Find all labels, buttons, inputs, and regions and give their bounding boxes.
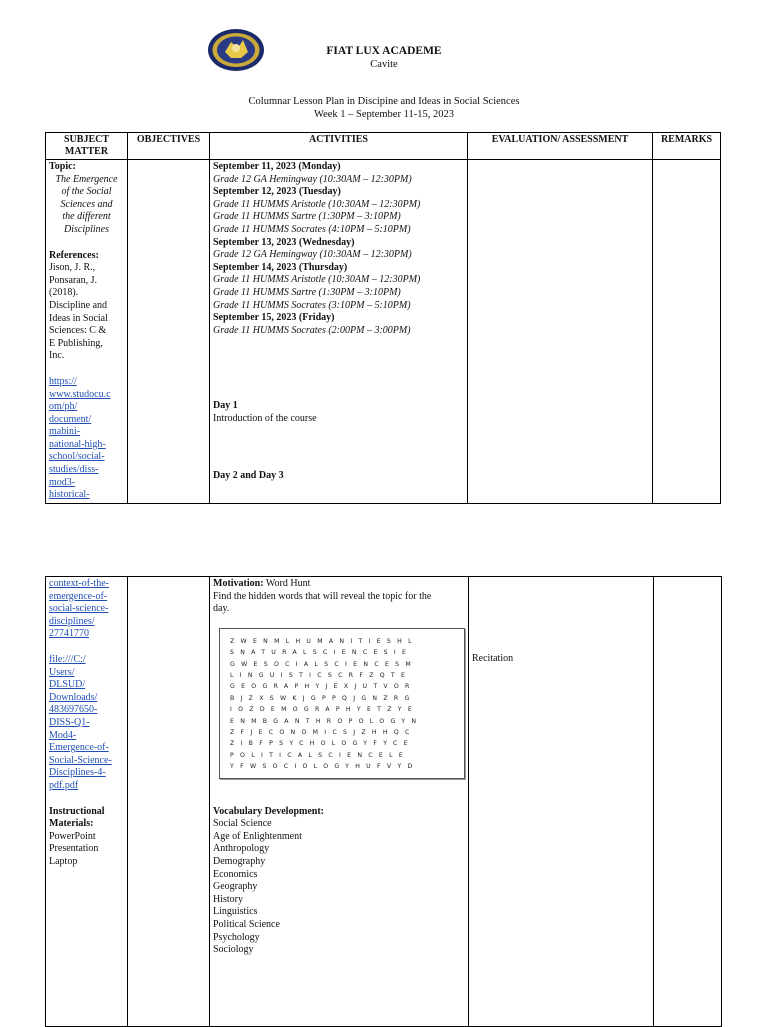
remarks-cell-cont [654,577,722,1027]
motivation-text: Find the hidden words that will reveal the topic for the day. [213,590,432,615]
schedule-day: September 13, 2023 (Wednesday) [213,236,355,248]
word-search-row: ZWENMLHUMANITIESHL [230,637,418,645]
word-search-row: ZFJECONOMICSJZHHQC [230,729,416,737]
vocab-item: Economics [213,868,258,880]
vocab-item: Geography [213,881,258,893]
day1-label: Day 1 [213,400,238,412]
file-link[interactable]: file:///C:/ Users/ DLSUD/ Downloads/ 483697650- DISS-Q1- Mod4- Emergence-of- Social-Science- Disciplines-4- pdf.pdf [49,653,112,791]
word-search-row: ZIBFPSYCHOLOGYFYCE [230,740,414,748]
word-search-row: SNATURALSCIENCESIE [230,649,413,657]
word-search-row: LINGUISTICSCRFZQTE [230,672,412,679]
vocab-item: Age of Enlightenment [213,830,302,842]
objectives-cell-cont [128,577,210,1027]
schedule-day: September 11, 2023 (Monday) [213,161,341,172]
materials-label: Instructional Materials: [49,805,105,830]
vocab-list [213,818,465,957]
schedule-session: Grade 11 HUMMS Socrates (2:00PM – 3:00PM) [213,324,411,336]
studocu-link-cont[interactable]: context-of-the- emergence-of- social-science- disciplines/ 27741770 [49,578,109,640]
vocab-item: Social Science [213,818,272,830]
references-label: References: [49,249,99,261]
word-search-row: GEOGRAPHYJEXJUTVOR [230,683,416,691]
day1-text: Introduction of the course [213,412,317,424]
vocab-item: History [213,893,243,905]
lesson-plan-table-part1 [45,132,721,504]
vocab-item: Anthropology [213,843,270,855]
motivation-heading: Motivation: Word Hunt [213,578,311,589]
materials-list: PowerPoint Presentation Laptop [49,830,99,867]
word-search-row: YFWSOCIOLOGYHUFVYD [230,763,419,771]
vocab-item: Sociology [213,944,254,956]
topic-text: The Emergence of the Social Sciences and the different Disciplines [55,173,118,235]
topic-label: Topic: [49,161,76,172]
col-evaluation: EVALUATION/ ASSESSMENT [468,133,653,160]
day23-label: Day 2 and Day 3 [213,469,284,481]
vocab-item: Psychology [213,931,260,943]
vocab-item: Demography [213,856,266,868]
schedule-day: September 15, 2023 (Friday) [213,312,335,324]
subject-matter-cell [46,160,128,504]
col-subject-matter: SUBJECT MATTER [46,133,128,160]
schedule-session: Grade 11 HUMMS Sartre (1:30PM – 3:10PM) [213,211,401,223]
word-search-row: GWESOCIALSCIENCESM [230,660,417,668]
schedule-session: Grade 11 HUMMS Sartre (1:30PM – 3:10PM) [213,286,401,298]
subject-matter-cell-cont [46,577,128,1027]
reference-text: Jison, J. R., Ponsaran, J. (2018). Discipline and Ideas in Social Sciences: C & E Publishing, Inc. [49,262,108,362]
col-objectives: OBJECTIVES [128,133,210,160]
activities-cell [210,160,468,504]
studocu-link[interactable]: https:// www.studocu.c om/ph/ document/ mabini- national-high- school/social- studies/diss- mod3- historical- [49,375,111,501]
objectives-cell [128,160,210,504]
word-search-row: POLITICALSCIENCELE [230,751,410,759]
evaluation-cell-cont [469,577,654,1027]
evaluation-cell [468,160,653,504]
schedule-day: September 14, 2023 (Thursday) [213,261,348,273]
word-search-puzzle [219,628,465,779]
vocab-label: Vocabulary Development: [213,805,325,817]
lesson-plan-table-part2 [45,576,722,1027]
schedule-session: Grade 11 HUMMS Socrates (3:10PM – 5:10PM) [213,299,411,311]
schedule-session: Grade 11 HUMMS Socrates (4:10PM – 5:10PM) [213,223,411,235]
school-location: Cavite [370,59,398,70]
col-activities: ACTIVITIES [210,133,468,160]
word-search-row: BJZXSWKJGPPQJGNZRG [230,694,416,702]
remarks-cell [653,160,721,504]
word-search-row: ENMBGANTHROPOLOGYN [230,717,423,725]
evaluation-text: Recitation [472,653,514,664]
col-remarks: REMARKS [653,133,721,160]
vocab-item: Linguistics [213,906,258,918]
schedule-session: Grade 12 GA Hemingway (10:30AM – 12:30PM) [213,249,412,261]
plan-week: Week 1 – September 11-15, 2023 [314,109,454,120]
vocab-item: Political Science [213,919,280,930]
word-search-row: IOZDEMOGRAPHYETZYE [230,706,419,714]
plan-title: Columnar Lesson Plan in Discipine and Ideas in Social Sciences [248,96,520,107]
schedule-day: September 12, 2023 (Tuesday) [213,186,341,198]
school-name: FIAT LUX ACADEME [326,45,442,57]
schedule-session: Grade 12 GA Hemingway (10:30AM – 12:30PM) [213,173,412,185]
schedule-session: Grade 11 HUMMS Aristotle (10:30AM – 12:30PM) [213,274,421,286]
schedule-session: Grade 11 HUMMS Aristotle (10:30AM – 12:30PM) [213,198,421,210]
activities-cell-cont [210,577,469,1027]
